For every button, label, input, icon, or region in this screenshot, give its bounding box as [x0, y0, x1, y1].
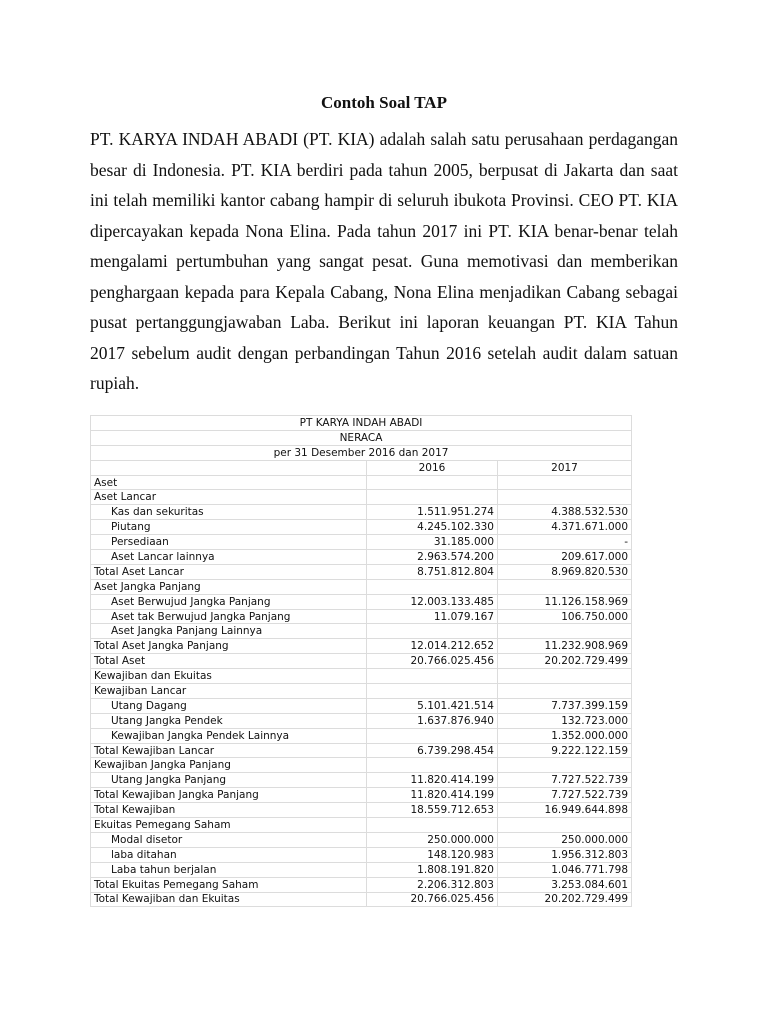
- row-label: Kewajiban Jangka Pendek Lainnya: [91, 728, 367, 743]
- row-label: Laba tahun berjalan: [91, 862, 367, 877]
- value-2016: [367, 728, 498, 743]
- table-row: [91, 624, 632, 639]
- table-row: [91, 728, 632, 743]
- value-2016: 31.185.000: [367, 535, 498, 550]
- row-label: Total Aset Jangka Panjang: [91, 639, 367, 654]
- row-label: Aset tak Berwujud Jangka Panjang: [91, 609, 367, 624]
- value-2017: 11.232.908.969: [498, 639, 632, 654]
- value-2017: [498, 758, 632, 773]
- value-2017: 4.371.671.000: [498, 520, 632, 535]
- row-label: Utang Jangka Pendek: [91, 713, 367, 728]
- value-2016: [367, 758, 498, 773]
- company-name: PT KARYA INDAH ABADI: [91, 416, 632, 431]
- header-blank-cell: [91, 460, 367, 475]
- value-2017: 16.949.644.898: [498, 803, 632, 818]
- value-2017: -: [498, 535, 632, 550]
- table-header-statement: [91, 430, 632, 445]
- value-2016: 18.559.712.653: [367, 803, 498, 818]
- value-2016: [367, 490, 498, 505]
- table-header-company: [91, 416, 632, 431]
- row-label: Persediaan: [91, 535, 367, 550]
- value-2017: 106.750.000: [498, 609, 632, 624]
- value-2017: 1.956.312.803: [498, 847, 632, 862]
- row-label: laba ditahan: [91, 847, 367, 862]
- table-row: [91, 743, 632, 758]
- row-label: Kewajiban Lancar: [91, 684, 367, 699]
- value-2017: 7.727.522.739: [498, 773, 632, 788]
- value-2017: [498, 624, 632, 639]
- value-2017: [498, 818, 632, 833]
- row-label: Total Kewajiban Jangka Panjang: [91, 788, 367, 803]
- row-label: Piutang: [91, 520, 367, 535]
- table-row: [91, 877, 632, 892]
- table-row: [91, 550, 632, 565]
- table-row: [91, 788, 632, 803]
- value-2016: 1.808.191.820: [367, 862, 498, 877]
- value-2017: 9.222.122.159: [498, 743, 632, 758]
- row-label: Aset Lancar: [91, 490, 367, 505]
- table-row: [91, 505, 632, 520]
- value-2017: 250.000.000: [498, 832, 632, 847]
- value-2017: [498, 579, 632, 594]
- row-label: Total Kewajiban Lancar: [91, 743, 367, 758]
- table-row: [91, 609, 632, 624]
- table-row: [91, 684, 632, 699]
- value-2016: 1.637.876.940: [367, 713, 498, 728]
- value-2016: [367, 684, 498, 699]
- table-row: [91, 669, 632, 684]
- value-2016: [367, 669, 498, 684]
- year-2016-header: 2016: [367, 460, 498, 475]
- table-header-period: [91, 445, 632, 460]
- value-2016: [367, 624, 498, 639]
- table-row: [91, 803, 632, 818]
- value-2016: 12.014.212.652: [367, 639, 498, 654]
- value-2016: 2.963.574.200: [367, 550, 498, 565]
- value-2016: 6.739.298.454: [367, 743, 498, 758]
- row-label: Total Ekuitas Pemegang Saham: [91, 877, 367, 892]
- value-2017: 1.352.000.000: [498, 728, 632, 743]
- row-label: Aset Jangka Panjang Lainnya: [91, 624, 367, 639]
- row-label: Total Kewajiban dan Ekuitas: [91, 892, 367, 907]
- table-header-years: [91, 460, 632, 475]
- value-2016: [367, 818, 498, 833]
- row-label: Utang Jangka Panjang: [91, 773, 367, 788]
- value-2016: 148.120.983: [367, 847, 498, 862]
- table-row: [91, 832, 632, 847]
- row-label: Total Kewajiban: [91, 803, 367, 818]
- value-2016: 20.766.025.456: [367, 892, 498, 907]
- table-row: [91, 639, 632, 654]
- table-row: [91, 818, 632, 833]
- value-2016: 11.820.414.199: [367, 773, 498, 788]
- row-label: Aset Lancar lainnya: [91, 550, 367, 565]
- row-label: Kewajiban dan Ekuitas: [91, 669, 367, 684]
- value-2017: 209.617.000: [498, 550, 632, 565]
- table-row: [91, 594, 632, 609]
- value-2017: 20.202.729.499: [498, 654, 632, 669]
- row-label: Utang Dagang: [91, 698, 367, 713]
- table-row: [91, 847, 632, 862]
- row-label: Aset Berwujud Jangka Panjang: [91, 594, 367, 609]
- value-2016: 4.245.102.330: [367, 520, 498, 535]
- value-2017: 11.126.158.969: [498, 594, 632, 609]
- table-row: [91, 698, 632, 713]
- row-label: Total Aset: [91, 654, 367, 669]
- value-2016: 5.101.421.514: [367, 698, 498, 713]
- statement-name: NERACA: [91, 430, 632, 445]
- row-label: Total Aset Lancar: [91, 564, 367, 579]
- table-row: [91, 892, 632, 907]
- value-2017: 7.727.522.739: [498, 788, 632, 803]
- value-2017: 20.202.729.499: [498, 892, 632, 907]
- value-2016: 11.079.167: [367, 609, 498, 624]
- table-row: [91, 535, 632, 550]
- intro-paragraph: PT. KARYA INDAH ABADI (PT. KIA) adalah salah satu perusahaan perdagangan besar di Indonesia. PT. KIA berdiri pada tahun 2005, berpusat di Jakarta dan saat ini telah memiliki kantor cabang hampir di seluruh ibukota Provinsi. CEO PT. KIA dipercayakan kepada Nona Elina. Pada tahun 2017 ini PT. KIA benar-benar telah mengalami pertumbuhan yang sangat pesat. Guna memotivasi dan memberikan penghargaan kepada para Kepala Cabang, Nona Elina menjadikan Cabang sebagai pusat pertanggungjawaban Laba. Berikut ini laporan keuangan PT. KIA Tahun 2017 sebelum audit dengan perbandingan Tahun 2016 setelah audit dalam satuan rupiah.: [90, 129, 678, 393]
- value-2016: 250.000.000: [367, 832, 498, 847]
- value-2017: [498, 669, 632, 684]
- row-label: Kas dan sekuritas: [91, 505, 367, 520]
- value-2017: [498, 684, 632, 699]
- year-2017-header: 2017: [498, 460, 632, 475]
- table-row: [91, 564, 632, 579]
- value-2016: 11.820.414.199: [367, 788, 498, 803]
- table-row: [91, 773, 632, 788]
- table-row: [91, 490, 632, 505]
- table-row: [91, 758, 632, 773]
- table-row: [91, 862, 632, 877]
- value-2017: 132.723.000: [498, 713, 632, 728]
- table-row: [91, 475, 632, 490]
- value-2017: 1.046.771.798: [498, 862, 632, 877]
- value-2017: [498, 475, 632, 490]
- row-label: Aset: [91, 475, 367, 490]
- table-row: [91, 713, 632, 728]
- value-2017: [498, 490, 632, 505]
- value-2017: 4.388.532.530: [498, 505, 632, 520]
- value-2017: 7.737.399.159: [498, 698, 632, 713]
- value-2017: 8.969.820.530: [498, 564, 632, 579]
- row-label: Ekuitas Pemegang Saham: [91, 818, 367, 833]
- table-row: [91, 579, 632, 594]
- row-label: Kewajiban Jangka Panjang: [91, 758, 367, 773]
- table-row: [91, 654, 632, 669]
- value-2016: [367, 475, 498, 490]
- balance-sheet-table: [90, 415, 632, 907]
- value-2016: 1.511.951.274: [367, 505, 498, 520]
- row-label: Aset Jangka Panjang: [91, 579, 367, 594]
- document-title: Contoh Soal TAP: [321, 93, 447, 112]
- table-row: [91, 520, 632, 535]
- value-2016: 8.751.812.804: [367, 564, 498, 579]
- value-2016: 20.766.025.456: [367, 654, 498, 669]
- row-label: Modal disetor: [91, 832, 367, 847]
- value-2017: 3.253.084.601: [498, 877, 632, 892]
- value-2016: [367, 579, 498, 594]
- statement-period: per 31 Desember 2016 dan 2017: [91, 445, 632, 460]
- value-2016: 2.206.312.803: [367, 877, 498, 892]
- value-2016: 12.003.133.485: [367, 594, 498, 609]
